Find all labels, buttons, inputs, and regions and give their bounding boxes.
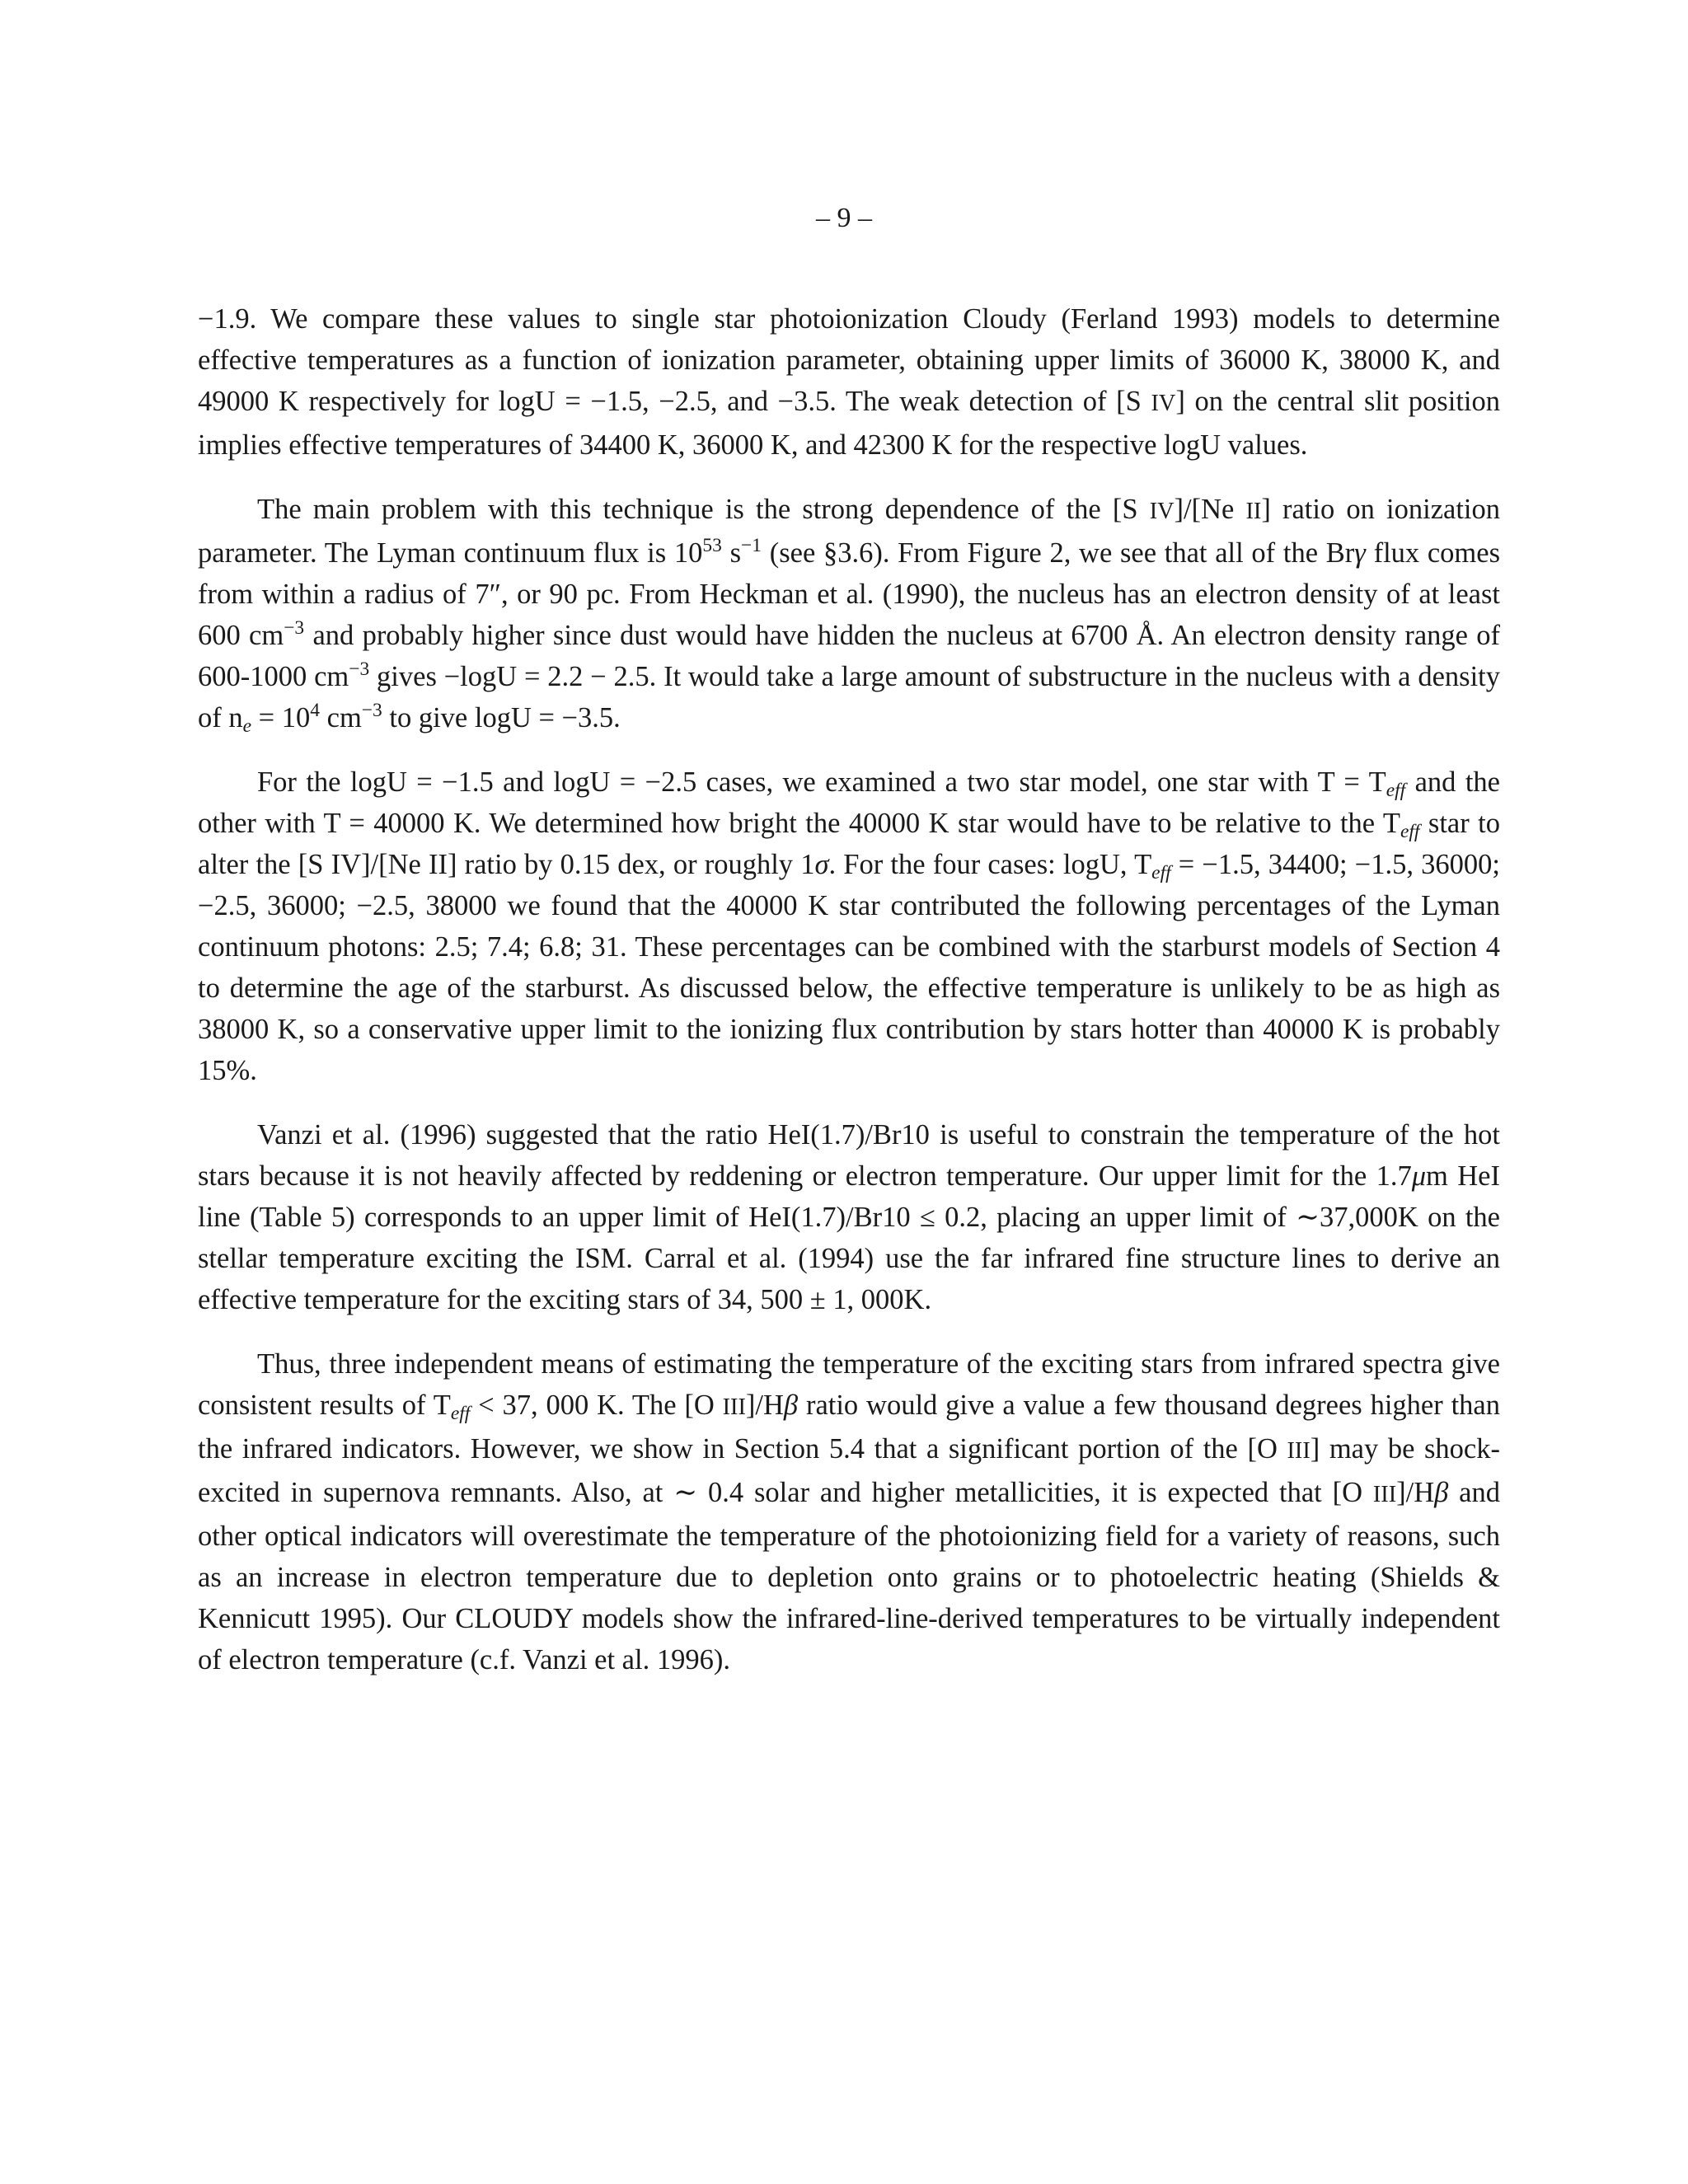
paragraph-5: Thus, three independent means of estimating the temperature of the exciting stars from infrared spectra give consistent results of $T_{eff} < 37$, 000 K. The [O III]/Hβ ratio would give a value a few thousand degrees higher than the infrared indicators. However, we show in Section 5.4 that a significant portion of the [O III] may be shock-excited in supernova remnants. Also, at ∼ 0.4 solar and higher metallicities, it is expected that [O III]/Hβ and other optical indicators will overestimate the temperature of the photoionizing field for a variety of reasons, such as an increase in electron temperature due to depletion onto grains or to photoelectric heating (Shields & Kennicutt 1995). Our CLOUDY models show the infrared-line-derived temperatures to be virtually independent of electron temperature (c.f. Vanzi et al. 1996). bbox=[198, 1348, 1500, 1675]
body-text bbox=[198, 298, 1500, 1704]
paragraph-3: For the logU = −1.5 and logU = −2.5 cases, we examined a two star model, one star with $T = T_{eff}$ and the other with T = 40000 K. We determined how bright the 40000 K star would have to be relative to the $T_{eff}$ star to alter the [S IV]/[Ne II] ratio by 0.15 dex, or roughly 1σ. For the four cases: logU, $T_{eff} = -1.5$, 34400; −1.5, 36000; −2.5, 36000; −2.5, 38000 we found that the 40000 K star contributed the following percentages of the Lyman continuum photons: 2.5; 7.4; 6.8; 31. These percentages can be combined with the starburst models of Section 4 to determine the age of the starburst. As discussed below, the effective temperature is unlikely to be as high as 38000 K, so a conservative upper limit to the ionizing flux contribution by stars hotter than 40000 K is probably 15%. bbox=[198, 766, 1500, 1086]
page-number: – 9 – bbox=[816, 203, 872, 233]
paragraph-1: −1.9. We compare these values to single star photoionization Cloudy (Ferland 1993) models to determine effective temperatures as a function of ionization parameter, obtaining upper limits of 36000 K, 38000 K, and 49000 K respectively for logU = −1.5, −2.5, and −3.5. The weak detection of [S IV] on the central slit position implies effective temperatures of 34400 K, 36000 K, and 42300 K for the respective logU values. bbox=[198, 303, 1500, 461]
paragraph-2: The main problem with this technique is the strong dependence of the [S IV]/[Ne II] ratio on ionization parameter. The Lyman continuum flux is $10^{53}$ $s^{-1}$ (see §3.6). From Figure 2, we see that all of the Brγ flux comes from within a radius of 7″, or 90 pc. From Heckman et al. (1990), the nucleus has an electron density of at least 600 $cm^{-3}$ and probably higher since dust would have hidden the nucleus at 6700 Å. An electron density range of 600-1000 $cm^{-3}$ gives −logU = 2.2 − 2.5. It would take a large amount of substructure in the nucleus with a density of $n_e = 10^4$ $cm^{-3}$ to give logU = −3.5. bbox=[198, 494, 1501, 737]
paragraph-4: Vanzi et al. (1996) suggested that the ratio HeI(1.7)/Br10 is useful to constrain the temperature of the hot stars because it is not heavily affected by reddening or electron temperature. Our upper limit for the 1.7μm HeI line (Table 5) corresponds to an upper limit of HeI(1.7)/Br10 ≤ 0.2, placing an upper limit of ∼37,000K on the stellar temperature exciting the ISM. Carral et al. (1994) use the far infrared fine structure lines to derive an effective temperature for the exciting stars of 34, 500 ± 1, 000K. bbox=[198, 1119, 1500, 1315]
